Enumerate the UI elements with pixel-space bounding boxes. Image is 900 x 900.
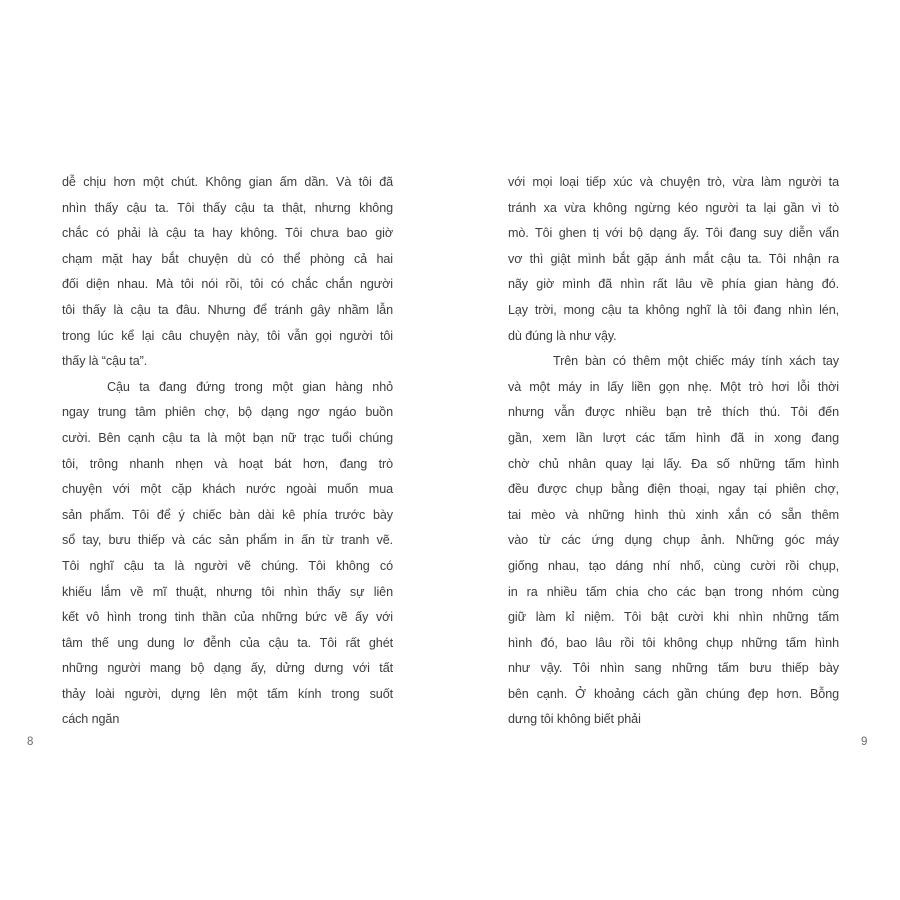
text-line: những người mang bộ dạng ấy, dửng dưng với tất [62,661,393,676]
text-line: cách ngăn [62,712,120,727]
page-number-right: 9 [861,736,868,748]
text-line: nhưng vẫn được nhiều bạn trẻ thích thú. Tôi đến [508,405,839,420]
text-line: giống nhau, tạo dáng nhí nhố, cùng cười rồi chụp, [508,558,839,573]
text-line: bên cạnh. Ở khoảng cách gần chúng đẹp hơn. Bỗng [508,686,839,701]
text-line: đều được chụp bằng điện thoại, ngay tại phiên chợ, [508,482,839,497]
text-line: tôi, trông nhanh nhẹn và hoạt bát hơn, đang trò [62,456,393,471]
right-page-text-column [508,170,839,733]
text-line: in ra nhiều tấm chia cho các bạn trong nhóm cùng [508,584,839,599]
text-line: thảy loài người, dựng lên một tấm kính trong suốt [62,686,393,701]
text-line: sổ tay, bưu thiếp và các sản phẩm in ấn từ tranh vẽ. [62,533,393,548]
text-line: và một máy in lấy liền gọn nhẹ. Một trò hơi lỗi thời [508,379,839,394]
text-line: chắc có phải là cậu ta hay không. Tôi chưa bao giờ [62,226,393,241]
text-line: với mọi loại tiếp xúc và chuyện trò, vừa làm người ta [508,175,839,189]
text-line: nhìn thấy cậu ta. Tôi thấy cậu ta thật, nhưng không [62,200,393,215]
text-line: tâm thế ung dung lơ đễnh của cậu ta. Tôi rất ghét [62,635,393,650]
text-line: tránh xa vừa không ngừng kéo người ta lại gần vì tò [508,200,839,215]
text-line: Lạy trời, mong cậu ta không nghĩ là tôi đang nhìn lén, [508,302,839,317]
text-line: chạm mặt hay bắt chuyện dù có thể phòng cả hai [62,251,393,266]
left-page-text-column [62,170,393,733]
text-line: nãy giờ mình đã nhìn rất lâu về phía gian hàng đó. [508,277,839,292]
text-line: giữ làm kỉ niệm. Tôi bật cười khi nhìn những tấm [508,610,839,625]
text-line: Cậu ta đang đứng trong một gian hàng nhỏ [107,379,393,394]
text-line: dưng tôi không biết phải [508,712,641,727]
text-line: vào từ các ứng dụng chụp ảnh. Những góc máy [508,533,839,548]
text-line: Tôi nghĩ cậu ta là người vẽ chúng. Tôi không có [62,558,393,573]
text-line: như vậy. Tôi nhìn sang những tấm bưu thiếp bày [508,661,839,676]
text-line: chờ chủ nhân quay lại lấy. Đa số những tấm hình [508,456,839,471]
text-line: ngay trung tâm phiên chợ, bộ dạng ngơ ngáo buồn [62,405,393,420]
text-line: dễ chịu hơn một chút. Không gian ấm dần. Và tôi đã [62,175,393,189]
text-line: mò. Tôi ghen tị với bộ dạng ấy. Tôi đang suy diễn vẩn [508,226,839,241]
text-line: trong lúc kể lại câu chuyện này, tôi vẫn gọi người tôi [62,328,393,343]
text-line: khiếu lắm về mĩ thuật, nhưng tôi nhìn thấy sự liên [62,584,393,599]
text-line: tai mèo và những hình thù xinh xắn có sẵn thêm [508,507,839,522]
text-line: kết vô hình trong tinh thần của những bức vẽ ấy với [62,610,393,625]
text-line: vơ thì giật mình bắt gặp ánh mắt cậu ta. Tôi nhận ra [508,251,839,266]
text-line: dù đúng là như vậy. [508,328,617,343]
text-line: sản phẩm. Tôi để ý chiếc bàn dài kê phía trước bày [62,507,393,522]
text-line: đối diện nhau. Mà tôi nói rồi, tôi có chắc chắn người [62,277,393,292]
text-line: Trên bàn có thêm một chiếc máy tính xách tay [553,354,839,369]
text-line: gần, xem lần lượt các tấm hình đã in xong đang [508,430,839,445]
text-line: thấy là “cậu ta”. [62,354,148,369]
text-line: hình đó, bao lâu rồi tôi không chụp những tấm hình [508,635,839,650]
text-line: chuyện với một cặp khách nước ngoài muốn mua [62,482,393,497]
page-number-left: 8 [27,736,34,748]
text-line: cười. Bên cạnh cậu ta là một bạn nữ trạc tuổi chúng [62,430,393,445]
text-line: tôi thấy là cậu ta đâu. Nhưng để tránh gây nhầm lẫn [62,302,393,317]
